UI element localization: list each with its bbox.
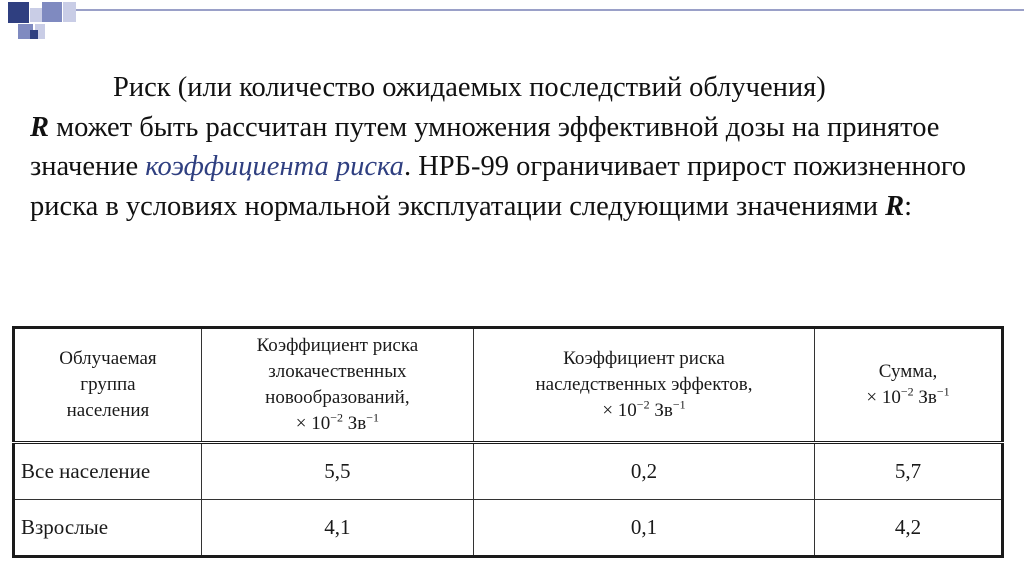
header-malignant	[201, 328, 473, 443]
unit-prefix: × 10	[866, 387, 901, 408]
unit-exponent-2: −1	[672, 397, 686, 412]
header-hereditary-line1: Коэффициент риска	[563, 348, 725, 369]
risk-symbol-end: R	[885, 190, 905, 222]
paragraph-part2: может быть рассчитан путем умножения эффективной дозы на принятое значение	[30, 111, 940, 182]
deco-square-dark	[30, 30, 38, 39]
risk-table-container	[12, 326, 1004, 558]
header-hereditary-unit	[602, 397, 686, 421]
table-header-row	[14, 328, 1003, 443]
deco-square-light	[63, 2, 76, 22]
unit-exponent: −2	[636, 397, 650, 412]
deco-square-mid	[42, 2, 62, 22]
cell-group: Все население	[14, 443, 202, 500]
unit-exponent-2: −1	[936, 384, 950, 399]
table-row	[14, 443, 1003, 500]
unit-prefix: × 10	[602, 400, 637, 421]
header-sum-line1: Сумма,	[878, 361, 938, 382]
header-malignant-unit	[295, 410, 380, 434]
unit-suffix: Зв	[913, 387, 937, 408]
cell-malignant: 5,5	[201, 443, 473, 500]
header-group-line3: населения	[66, 400, 150, 421]
unit-exponent-2: −1	[366, 410, 380, 425]
unit-suffix: Зв	[343, 413, 367, 434]
deco-square-dark	[8, 2, 29, 23]
cell-sum: 4,2	[815, 500, 1003, 557]
header-malignant-line3: новообразований,	[265, 387, 410, 408]
header-hereditary-line2: наследственных эффектов,	[535, 374, 753, 395]
top-divider-line	[76, 9, 1024, 11]
unit-exponent: −2	[330, 410, 343, 425]
unit-suffix: Зв	[649, 400, 673, 421]
paragraph-part4: :	[904, 190, 913, 222]
header-group-line2: группа	[80, 374, 136, 395]
header-sum	[815, 328, 1003, 443]
risk-coefficients-table	[12, 326, 1004, 558]
header-sum-unit	[866, 384, 950, 408]
risk-paragraph	[30, 68, 990, 226]
cell-malignant: 4,1	[201, 500, 473, 557]
paragraph-part1: Риск (или количество ожидаемых последствий облучения)	[113, 72, 826, 103]
cell-group: Взрослые	[14, 500, 202, 557]
cell-hereditary: 0,2	[473, 443, 814, 500]
header-hereditary	[473, 328, 814, 443]
paragraph-part3: . НРБ-99 ограничивает прирост пожизненного риска в условиях нормальной эксплуатации следующими значениями	[30, 151, 967, 222]
cell-sum: 5,7	[815, 443, 1003, 500]
unit-exponent: −2	[900, 384, 914, 399]
decorative-squares	[0, 0, 1024, 60]
table-row	[14, 500, 1003, 557]
cell-hereditary: 0,1	[473, 500, 814, 557]
unit-prefix: × 10	[295, 413, 331, 434]
risk-symbol: R	[30, 111, 50, 143]
header-malignant-line2: злокачественных	[268, 361, 407, 382]
header-group	[14, 328, 202, 443]
header-group-line1: Облучаемая	[59, 348, 157, 369]
risk-coefficient-link[interactable]: коэффициента риска	[145, 151, 404, 182]
header-malignant-line1: Коэффициент риска	[256, 335, 419, 356]
